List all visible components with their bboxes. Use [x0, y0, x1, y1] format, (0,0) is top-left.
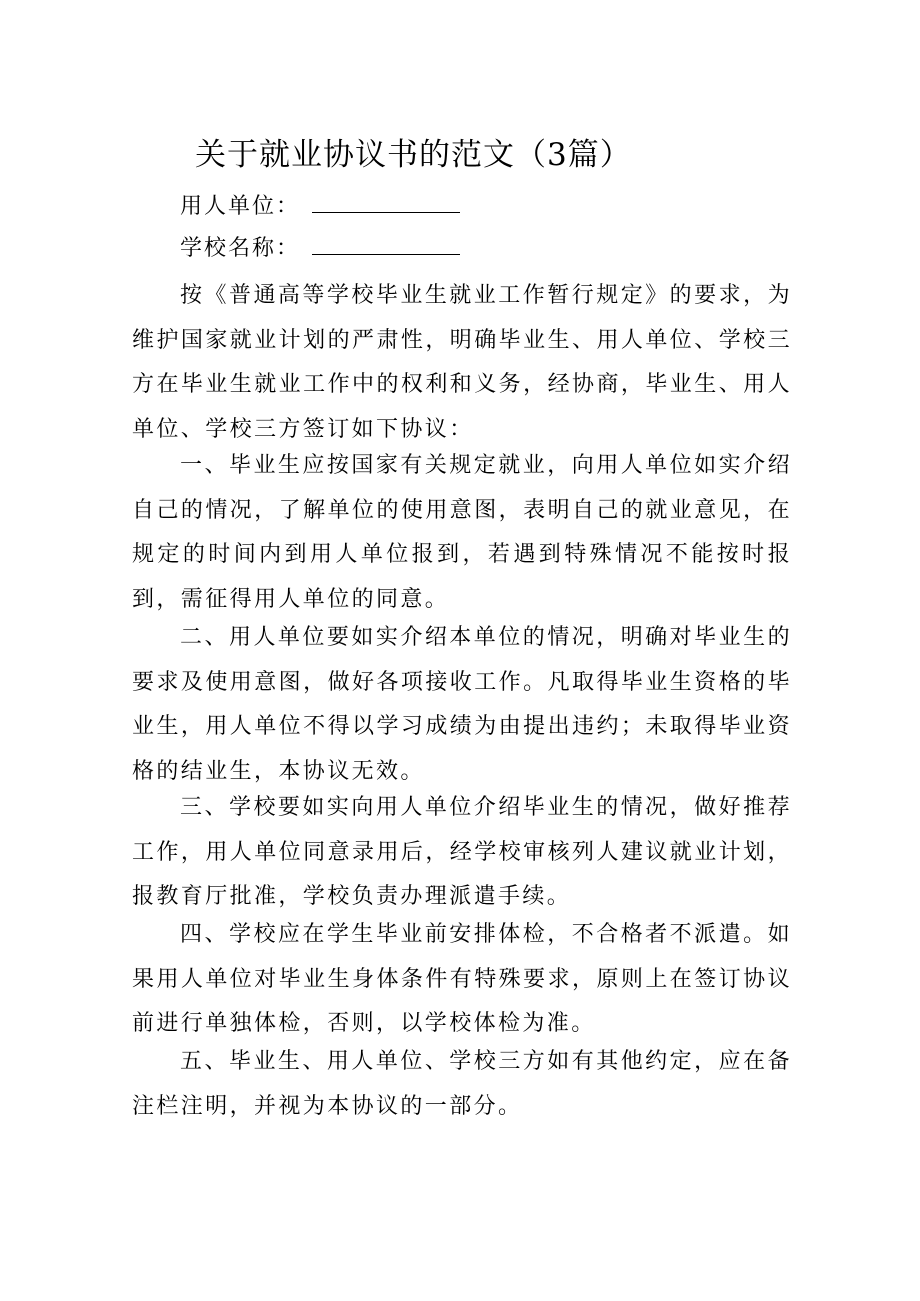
employer-label: 用人单位： — [180, 194, 301, 219]
clause-2-paragraph: 二、用人单位要如实介绍本单位的情况，明确对毕业生的要求及使用意图，做好各项接收工作。凡取得毕业生资格的毕业生，用人单位不得以学习成绩为由提出违约；未取得毕业资格的结业生，本协议无效。 — [132, 625, 792, 784]
clause-1-paragraph: 一、毕业生应按国家有关规定就业，向用人单位如实介绍自己的情况，了解单位的使用意图，表明自己的就业意见，在规定的时间内到用人单位报到，若遇到特殊情况不能按时报到，需征得用人单位的同意。 — [132, 453, 792, 612]
clause-5-paragraph: 五、毕业生、用人单位、学校三方如有其他约定，应在备注栏注明，并视为本协议的一部分。 — [132, 1049, 792, 1119]
school-blank-line — [312, 234, 460, 255]
intro-paragraph: 按《普通高等学校毕业生就业工作暂行规定》的要求，为维护国家就业计划的严肃性，明确毕业生、用人单位、学校三方在毕业生就业工作中的权利和义务，经协商，毕业生、用人单位、学校三方签订如下协议： — [132, 283, 792, 442]
clause-4-paragraph: 四、学校应在学生毕业前安排体检，不合格者不派遣。如果用人单位对毕业生身体条件有特殊要求，原则上在签订协议前进行单独体检，否则，以学校体检为准。 — [132, 922, 792, 1036]
clause-3-paragraph: 三、学校要如实向用人单位介绍毕业生的情况，做好推荐工作，用人单位同意录用后，经学校审核列人建议就业计划，报教育厅批准，学校负责办理派遣手续。 — [132, 795, 792, 909]
employer-blank-line — [312, 192, 460, 213]
document-title: 关于就业协议书的范文（3篇） — [195, 137, 632, 173]
employer-field — [180, 192, 460, 222]
school-label: 学校名称： — [180, 236, 301, 261]
school-field — [180, 234, 460, 264]
